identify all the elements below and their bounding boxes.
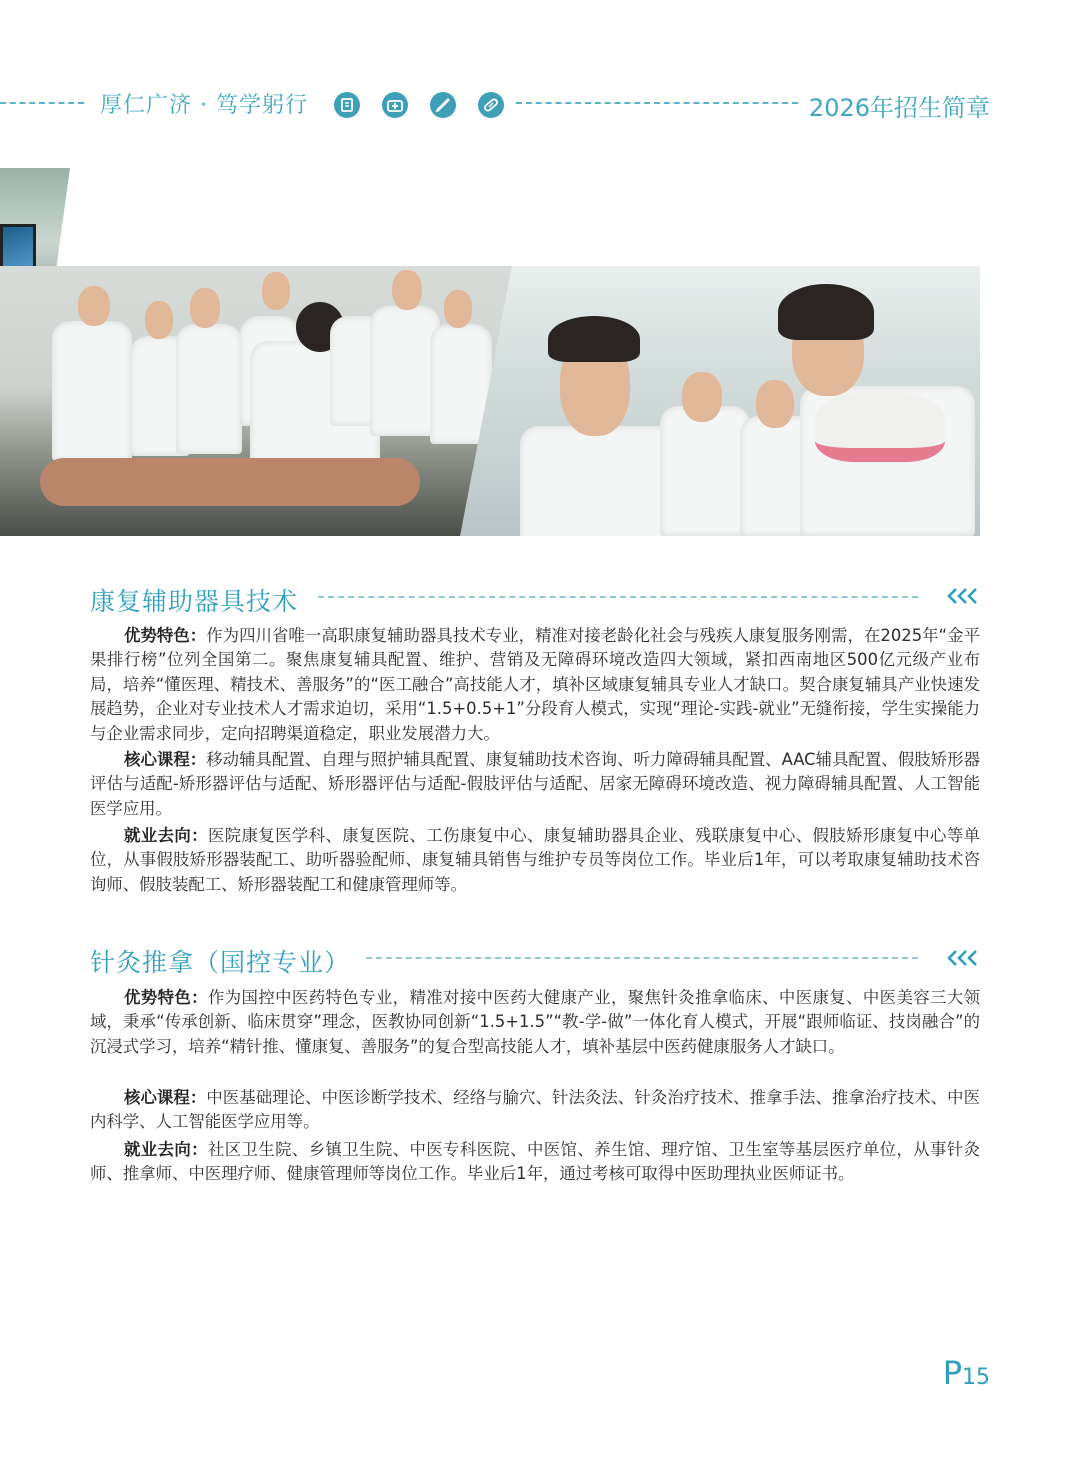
teacher-hair [778, 284, 874, 340]
syringe-icon [430, 92, 456, 118]
chevrons-left-icon [946, 948, 986, 968]
page-number [943, 1354, 990, 1392]
massage-training-photo [0, 266, 512, 536]
section-title-acupuncture: 针灸推拿（国控专业） [90, 948, 351, 977]
paragraph-employment [90, 1138, 980, 1187]
chevrons-left-icon [946, 586, 986, 606]
header-dash-right [516, 102, 798, 104]
pill-icon [478, 92, 504, 118]
paragraph-text: 作为国控中医药特色专业，精准对接中医药大健康产业，聚焦针灸推拿临床、中医康复、中医美容三大领域，秉承“传承创新、临床贯穿”理念，医教协同创新“1.5+1.5”“教-学-做”一体化育人模式，开展“跟师临证、技岗融合”的沉浸式学习，培养“精针推、懂康复、善服务”的复合型高技能人才，填补基层中医药健康服务人才缺口。 [90, 988, 981, 1056]
patient-figure [40, 458, 420, 506]
student-face [145, 301, 173, 339]
paragraph-label: 核心课程： [124, 1088, 207, 1107]
dental-model-photo [460, 266, 980, 536]
paragraph-text: 医院康复医学科、康复医院、工伤康复中心、康复辅助器具企业、残联康复中心、假肢矫形康复中心等单位，从事假肢矫形器装配工、助听器验配师、康复辅具销售与维护专员等岗位工作。毕业后1年，可以考取康复辅助技术咨询师、假肢装配工、矫形器装配工和健康管理师等。 [90, 826, 981, 894]
paragraph-core-courses [90, 1086, 980, 1135]
section-divider [366, 957, 918, 959]
page-prefix: P [942, 1354, 962, 1392]
student-face [444, 290, 472, 328]
header-dash-left [0, 102, 84, 104]
paragraph-core-courses [90, 748, 980, 821]
paragraph-label: 就业去向： [124, 826, 208, 845]
paragraph-advantages [90, 986, 980, 1059]
student-face [262, 272, 290, 310]
dental-model [815, 392, 945, 462]
section-title-rehab: 康复辅助器具技术 [90, 587, 299, 616]
page-number-value: 15 [962, 1365, 990, 1390]
student-figure [520, 426, 680, 536]
book-icon [334, 92, 360, 118]
medical-kit-icon [382, 92, 408, 118]
paragraph-label: 核心课程： [124, 750, 207, 769]
student-face [682, 372, 722, 422]
paragraph-employment [90, 824, 980, 897]
student-face [78, 286, 110, 326]
paragraph-text: 移动辅具配置、自理与照护辅具配置、康复辅助技术咨询、听力障碍辅具配置、AAC辅具配置、假肢矫形器评估与适配-矫形器评估与适配、矫形器评估与适配-假肢评估与适配、居家无障碍环境改造、视力障碍辅具配置、人工智能医学应用。 [90, 750, 980, 818]
student-face [190, 288, 220, 328]
paragraph-text: 作为四川省唯一高职康复辅助器具技术专业，精准对接老龄化社会与残疾人康复服务刚需，在2025年“金平果排行榜”位列全国第二。聚焦康复辅具配置、维护、营销及无障碍环境改造四大领域，紧扣西南地区500亿元级产业布局，培养“懂医理、精技术、善服务”的“医工融合”高技能人才，填补区域康复辅具专业人才缺口。契合康复辅具产业快速发展趋势，企业对专业技术人才需求迫切，采用“1.5+0.5+1”分段育人模式，实现“理论-实践-就业”无缝衔接，学生实操能力与企业需求同步，定向招聘渠道稳定，职业发展潜力大。 [90, 626, 980, 743]
student-hair [548, 316, 640, 362]
section-divider [318, 596, 918, 598]
student-figure [176, 324, 242, 454]
student-figure [52, 321, 132, 461]
student-face [756, 380, 794, 428]
student-figure [660, 406, 750, 536]
header-icon-group [334, 92, 504, 118]
paragraph-text: 社区卫生院、乡镇卫生院、中医专科医院、中医馆、养生馆、理疗馆、卫生室等基层医疗单位，从事针灸师、推拿师、中医理疗师、健康管理师等岗位工作。毕业后1年，通过考核可取得中医助理执业医师证书。 [90, 1140, 981, 1184]
paragraph-text: 中医基础理论、中医诊断学技术、经络与腧穴、针法灸法、针灸治疗技术、推拿手法、推拿治疗技术、中医内科学、人工智能医学应用等。 [90, 1088, 981, 1132]
paragraph-label: 优势特色： [124, 988, 208, 1007]
paragraph-label: 优势特色： [124, 626, 207, 645]
brochure-title: 2026年招生简章 [808, 94, 990, 122]
paragraph-advantages [90, 624, 980, 746]
paragraph-label: 就业去向： [124, 1140, 208, 1159]
student-face [392, 270, 422, 310]
header-motto: 厚仁广济 · 笃学躬行 [100, 93, 308, 118]
